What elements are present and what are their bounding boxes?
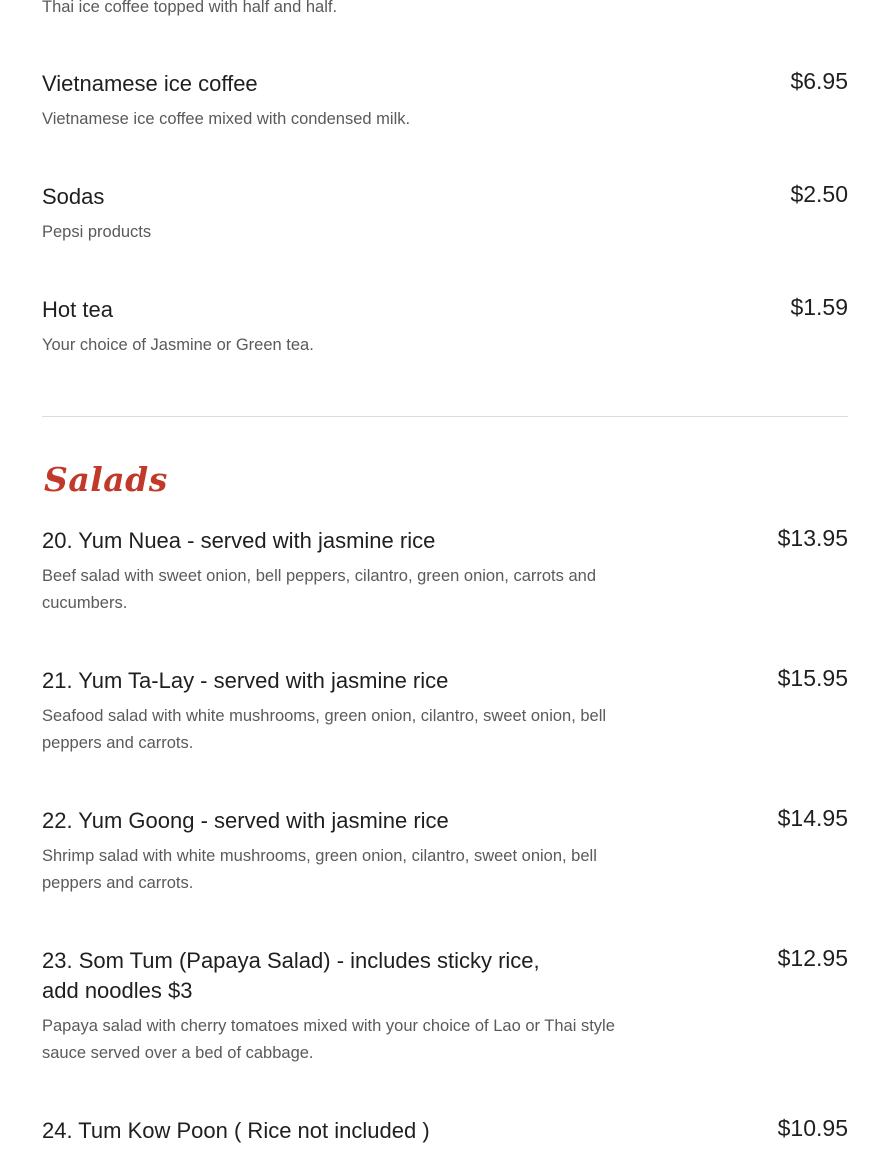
menu-item-name: 22. Yum Goong - served with jasmine rice [42,808,449,833]
menu-item-name: 21. Yum Ta-Lay - served with jasmine rice [42,668,449,693]
menu-item-price: $2.50 [790,181,848,207]
menu-item-price: $14.95 [777,805,848,831]
menu-item-description: Thai ice coffee topped with half and half. [42,0,338,16]
menu-item-price: $12.95 [777,945,848,971]
menu-item-description: Vietnamese ice coffee mixed with condensed milk. [42,110,411,128]
menu-item-price: $1.59 [790,294,848,320]
section-title: Salads [44,460,168,499]
section-divider [42,416,848,417]
menu-item-description: Papaya salad with cherry tomatoes mixed with your choice of Lao or Thai style sauce served over a bed of cabbage. [42,1017,615,1062]
menu-item-description: Seafood salad with white mushrooms, green onion, cilantro, sweet onion, bell peppers and carrots. [42,707,607,752]
menu-item-price: $10.95 [777,1115,848,1141]
menu-item-name: 20. Yum Nuea - served with jasmine rice [42,528,436,553]
menu-item-description: Your choice of Jasmine or Green tea. [42,336,314,354]
menu-item-name: Sodas [42,184,105,209]
menu-item-description: Pepsi products [42,223,152,241]
menu-item-name: Hot tea [42,297,113,322]
menu-item-description: Beef salad with sweet onion, bell peppers, cilantro, green onion, carrots and cucumbers. [42,567,596,612]
menu-item-price: $6.95 [790,68,848,94]
menu-item-price: $15.95 [777,665,848,691]
menu-item-name: 24. Tum Kow Poon ( Rice not included ) [42,1118,430,1143]
menu-item-price: $13.95 [777,525,848,551]
menu-item-name: 23. Som Tum (Papaya Salad) - includes sticky rice, add noodles $3 [42,948,540,1003]
menu-item-name: Vietnamese ice coffee [42,71,258,96]
menu-item-description: Shrimp salad with white mushrooms, green onion, cilantro, sweet onion, bell peppers and carrots. [42,847,597,892]
